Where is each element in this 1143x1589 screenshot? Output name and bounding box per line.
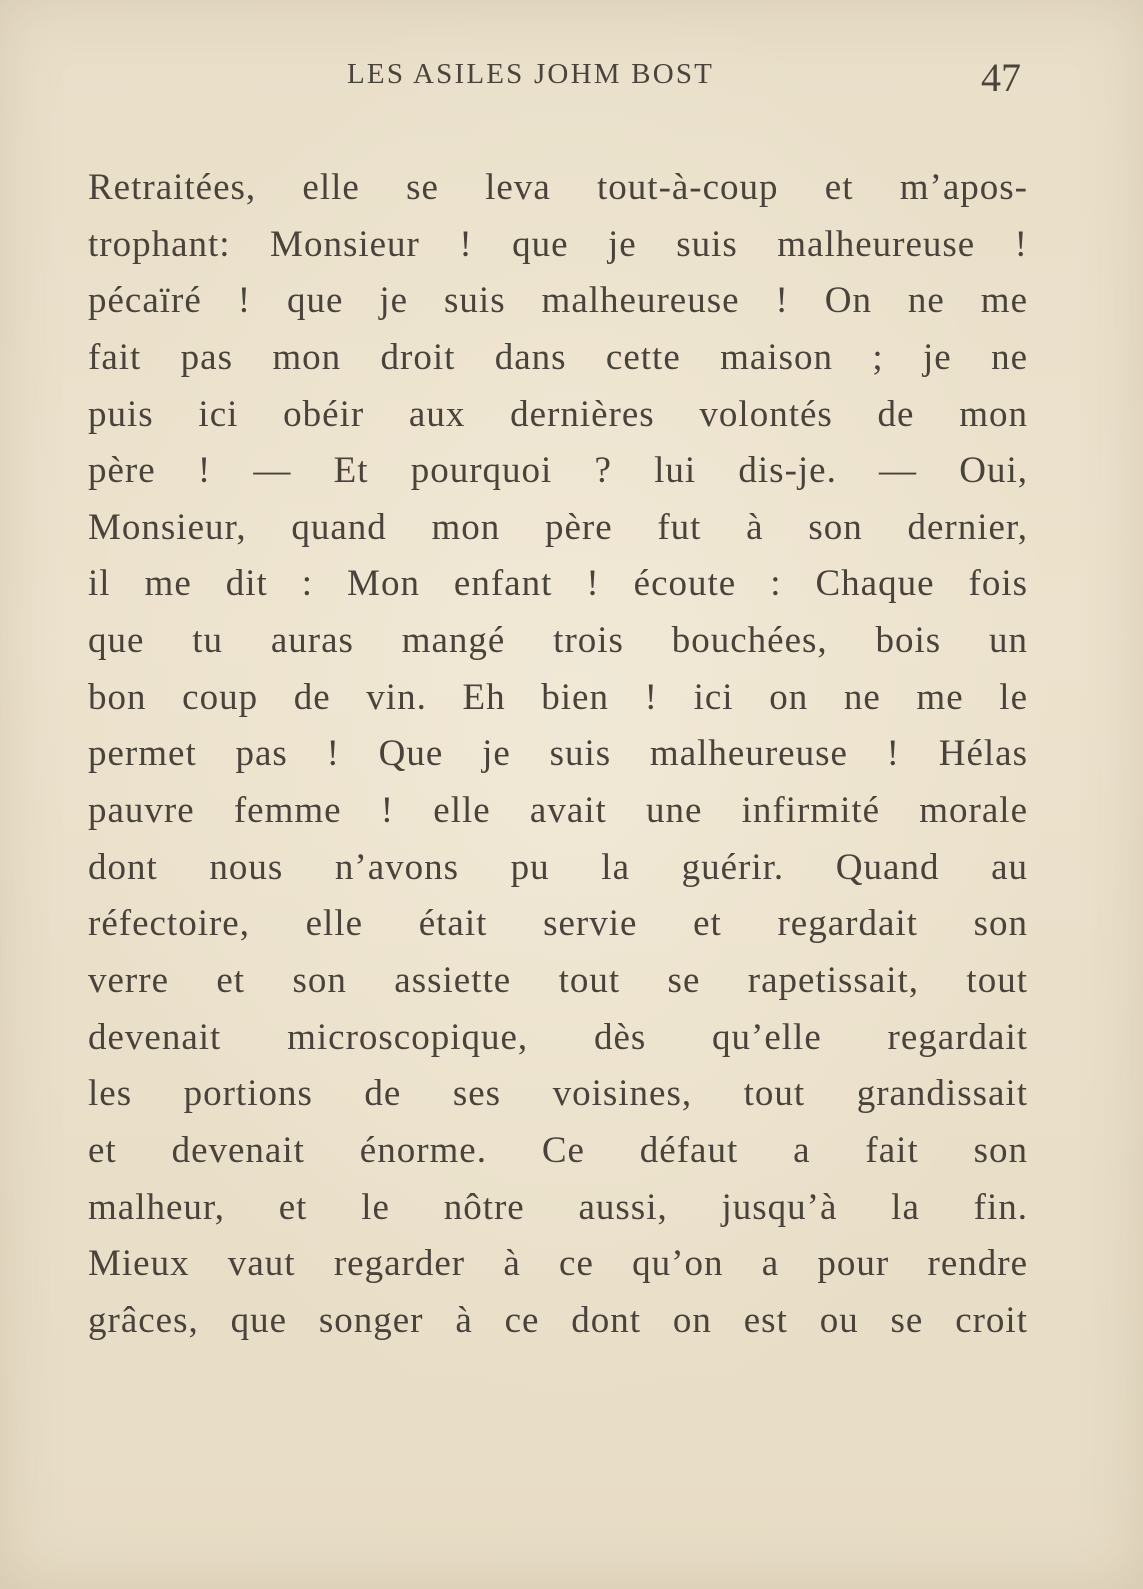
text-line: verre et son assiette tout se rapetissait, tout <box>88 959 1028 1001</box>
text-line: réfectoire, elle était servie et regardait son <box>88 903 1028 945</box>
text-line: Monsieur, quand mon père fut à son dernier, <box>88 506 1028 548</box>
text-line: bon coup de vin. Eh bien ! ici on ne me le <box>88 676 1028 718</box>
text-line: grâces, que songer à ce dont on est ou se croit <box>88 1299 1028 1341</box>
text-line: père ! — Et pourquoi ? lui dis-je. — Oui, <box>88 450 1028 492</box>
text-line: dont nous n’avons pu la guérir. Quand au <box>88 846 1028 888</box>
body-text <box>88 160 1028 1349</box>
text-line: devenait microscopique, dès qu’elle regardait <box>88 1016 1028 1058</box>
text-line: et devenait énorme. Ce défaut a fait son <box>88 1129 1028 1171</box>
text-line: pécaïré ! que je suis malheureuse ! On ne me <box>88 280 1028 322</box>
running-head: LES ASILES JOHM BOST <box>347 58 715 90</box>
page-number: 47 <box>981 55 1021 100</box>
text-line: trophant: Monsieur ! que je suis malheureuse ! <box>88 223 1028 265</box>
text-line: les portions de ses voisines, tout grandissait <box>88 1073 1028 1115</box>
text-line: puis ici obéir aux dernières volontés de mon <box>88 393 1028 435</box>
text-line: malheur, et le nôtre aussi, jusqu’à la fin. <box>88 1186 1028 1228</box>
text-line: il me dit : Mon enfant ! écoute : Chaque fois <box>88 563 1028 605</box>
text-line: fait pas mon droit dans cette maison ; je ne <box>88 336 1028 378</box>
text-line: Retraitées, elle se leva tout-à-coup et m’apos- <box>88 167 1028 208</box>
text-line: permet pas ! Que je suis malheureuse ! Hélas <box>88 733 1028 775</box>
text-line: pauvre femme ! elle avait une infirmité morale <box>88 790 1028 832</box>
text-line: Mieux vaut regarder à ce qu’on a pour rendre <box>88 1243 1028 1285</box>
text-line: que tu auras mangé trois bouchées, bois un <box>88 620 1028 662</box>
